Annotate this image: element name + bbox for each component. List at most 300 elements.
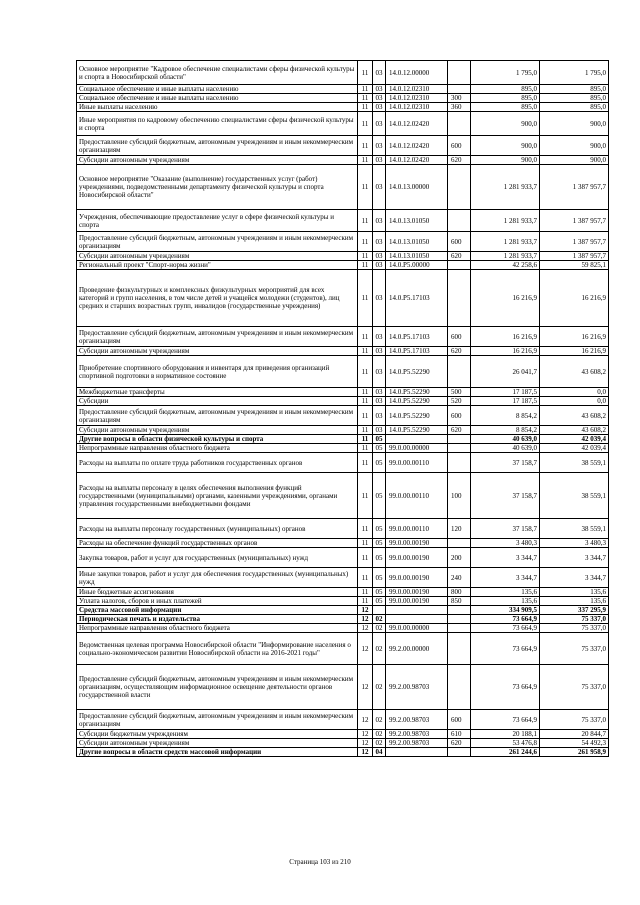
row-target-article: 99.0.00.00190: [386, 568, 448, 588]
row-name: Другие вопросы в области физической культуры и спорта: [77, 435, 358, 444]
row-name: Расходы на выплаты персоналу в целях обеспечения выполнения функций государственными (муниципальными) органами, казенными учреждениями, органами управления государственными внебюджетными фондами: [77, 473, 358, 519]
row-amount-second-year: 1 387 957,7: [540, 165, 609, 210]
row-expense-type: 200: [448, 548, 471, 568]
table-row: [77, 397, 609, 406]
table-row: [77, 232, 609, 252]
row-name: Проведение физкультурных и комплексных физкультурных мероприятий для всех категорий и групп населения, в том числе детей и учащейся молодежи (студентов), лиц средних и старших возрастных групп, инвалидов (государственные учреждения): [77, 270, 358, 327]
page-footer: Страница 103 из 210: [289, 858, 351, 866]
row-amount-first-year: 261 244,6: [471, 748, 540, 757]
row-subsection-code: 03: [373, 388, 386, 397]
row-amount-second-year: 42 039,4: [540, 435, 609, 444]
row-name: Учреждения, обеспечивающие предоставление услуг в сфере физической культуры и спорта: [77, 210, 358, 232]
row-amount-second-year: 1 387 957,7: [540, 210, 609, 232]
row-name: Уплата налогов, сборов и иных платежей: [77, 597, 358, 606]
row-subsection-code: 03: [373, 397, 386, 406]
row-name: Субсидии бюджетным учреждениям: [77, 730, 358, 739]
row-amount-first-year: 3 480,3: [471, 539, 540, 548]
row-amount-first-year: 334 909,5: [471, 606, 540, 615]
table-row: [77, 539, 609, 548]
table-row: [77, 426, 609, 435]
row-subsection-code: 05: [373, 588, 386, 597]
row-expense-type: [448, 665, 471, 710]
row-amount-second-year: 3 480,3: [540, 539, 609, 548]
row-amount-first-year: 900,0: [471, 112, 540, 136]
row-target-article: 99.0.00.00110: [386, 519, 448, 539]
row-amount-first-year: 135,6: [471, 588, 540, 597]
row-amount-second-year: 43 608,2: [540, 406, 609, 426]
row-target-article: 14.0.12.02420: [386, 156, 448, 165]
row-amount-first-year: 1 281 933,7: [471, 232, 540, 252]
row-subsection-code: 02: [373, 633, 386, 665]
row-section-code: 11: [358, 597, 373, 606]
row-subsection-code: 05: [373, 568, 386, 588]
row-subsection-code: 03: [373, 85, 386, 94]
row-expense-type: 360: [448, 103, 471, 112]
table-row: [77, 388, 609, 397]
row-target-article: 99.0.00.00110: [386, 453, 448, 473]
row-name: Предоставление субсидий бюджетным, автономным учреждениям и иным некоммерческим организациям: [77, 232, 358, 252]
row-amount-first-year: 42 258,6: [471, 261, 540, 270]
row-target-article: 14.0.P5.17103: [386, 347, 448, 356]
row-name: Социальное обеспечение и иные выплаты населению: [77, 85, 358, 94]
row-target-article: 14.0.P5.17103: [386, 327, 448, 347]
table-row: [77, 406, 609, 426]
row-section-code: 11: [358, 210, 373, 232]
row-section-code: 11: [358, 453, 373, 473]
row-section-code: 11: [358, 397, 373, 406]
row-subsection-code: 02: [373, 665, 386, 710]
row-amount-first-year: 895,0: [471, 85, 540, 94]
table-row: [77, 252, 609, 261]
row-subsection-code: 02: [373, 710, 386, 730]
row-expense-type: [448, 606, 471, 615]
row-section-code: 12: [358, 710, 373, 730]
row-target-article: 99.0.00.00190: [386, 539, 448, 548]
row-amount-first-year: 895,0: [471, 103, 540, 112]
row-target-article: 14.0.13.01050: [386, 252, 448, 261]
row-name: Непрограммные направления областного бюджета: [77, 624, 358, 633]
row-expense-type: 600: [448, 406, 471, 426]
row-amount-second-year: 75 337,0: [540, 615, 609, 624]
row-amount-second-year: 43 608,2: [540, 356, 609, 388]
row-amount-second-year: 43 608,2: [540, 426, 609, 435]
row-name: Расходы на выплаты персоналу государственных (муниципальных) органов: [77, 519, 358, 539]
row-subsection-code: 05: [373, 435, 386, 444]
table-row: [77, 548, 609, 568]
row-amount-first-year: 17 187,5: [471, 397, 540, 406]
table-row: [77, 112, 609, 136]
row-target-article: 99.2.00.98703: [386, 730, 448, 739]
row-target-article: 14.0.P5.52290: [386, 426, 448, 435]
row-subsection-code: 05: [373, 539, 386, 548]
table-row: [77, 568, 609, 588]
row-expense-type: 620: [448, 156, 471, 165]
row-amount-second-year: 900,0: [540, 136, 609, 156]
row-target-article: 99.2.00.00000: [386, 633, 448, 665]
row-amount-second-year: 135,6: [540, 597, 609, 606]
row-expense-type: 240: [448, 568, 471, 588]
table-row: [77, 261, 609, 270]
row-expense-type: 620: [448, 252, 471, 261]
row-amount-second-year: 16 216,9: [540, 347, 609, 356]
row-target-article: [386, 435, 448, 444]
row-amount-second-year: 0,0: [540, 388, 609, 397]
row-subsection-code: 03: [373, 232, 386, 252]
row-amount-second-year: 337 295,9: [540, 606, 609, 615]
row-section-code: 11: [358, 252, 373, 261]
row-subsection-code: 03: [373, 210, 386, 232]
row-target-article: 14.0.12.02310: [386, 94, 448, 103]
row-section-code: 11: [358, 426, 373, 435]
row-expense-type: 600: [448, 710, 471, 730]
table-row: [77, 633, 609, 665]
row-expense-type: 800: [448, 588, 471, 597]
row-section-code: 12: [358, 624, 373, 633]
table-row: [77, 85, 609, 94]
row-amount-first-year: 53 476,8: [471, 739, 540, 748]
row-amount-first-year: 3 344,7: [471, 548, 540, 568]
row-amount-first-year: 37 158,7: [471, 453, 540, 473]
table-row: [77, 665, 609, 710]
row-section-code: 12: [358, 739, 373, 748]
row-amount-first-year: 37 158,7: [471, 519, 540, 539]
row-subsection-code: 03: [373, 94, 386, 103]
row-amount-first-year: 1 281 933,7: [471, 252, 540, 261]
row-subsection-code: 03: [373, 356, 386, 388]
table-row: [77, 588, 609, 597]
row-expense-type: 600: [448, 136, 471, 156]
row-name: Предоставление субсидий бюджетным, автономным учреждениям и иным некоммерческим организациям: [77, 406, 358, 426]
row-expense-type: [448, 624, 471, 633]
row-amount-second-year: 75 337,0: [540, 633, 609, 665]
row-amount-second-year: 135,6: [540, 588, 609, 597]
row-amount-second-year: 38 559,1: [540, 453, 609, 473]
row-expense-type: [448, 165, 471, 210]
row-subsection-code: 03: [373, 112, 386, 136]
row-section-code: 12: [358, 730, 373, 739]
row-amount-first-year: 73 664,9: [471, 615, 540, 624]
row-amount-first-year: 73 664,9: [471, 710, 540, 730]
row-section-code: 11: [358, 568, 373, 588]
row-subsection-code: 03: [373, 327, 386, 347]
row-subsection-code: 03: [373, 261, 386, 270]
row-amount-second-year: 16 216,9: [540, 270, 609, 327]
row-name: Предоставление субсидий бюджетным, автономным учреждениям и иным некоммерческим организациям: [77, 136, 358, 156]
table-row: [77, 444, 609, 453]
row-name: Субсидии: [77, 397, 358, 406]
row-section-code: 11: [358, 548, 373, 568]
row-amount-first-year: 8 854,2: [471, 426, 540, 435]
row-subsection-code: 03: [373, 165, 386, 210]
row-target-article: 14.0.12.02310: [386, 103, 448, 112]
row-expense-type: 520: [448, 397, 471, 406]
row-subsection-code: [373, 606, 386, 615]
row-amount-second-year: 1 387 957,7: [540, 252, 609, 261]
table-row: [77, 519, 609, 539]
row-amount-first-year: 3 344,7: [471, 568, 540, 588]
row-subsection-code: 02: [373, 615, 386, 624]
table-row: [77, 347, 609, 356]
row-amount-first-year: 26 041,7: [471, 356, 540, 388]
row-target-article: 14.0.12.02420: [386, 136, 448, 156]
row-target-article: 14.0.P5.52290: [386, 397, 448, 406]
table-row: [77, 606, 609, 615]
table-row: [77, 165, 609, 210]
row-expense-type: 120: [448, 519, 471, 539]
row-section-code: 11: [358, 347, 373, 356]
row-name: Другие вопросы в области средств массовой информации: [77, 748, 358, 757]
table-row: [77, 136, 609, 156]
row-name: Иные бюджетные ассигнования: [77, 588, 358, 597]
row-target-article: 14.0.P5.52290: [386, 388, 448, 397]
row-expense-type: [448, 210, 471, 232]
row-name: Субсидии автономным учреждениям: [77, 739, 358, 748]
budget-table-body: [77, 61, 609, 757]
row-amount-second-year: 75 337,0: [540, 624, 609, 633]
row-target-article: 99.2.00.98703: [386, 739, 448, 748]
row-expense-type: [448, 435, 471, 444]
row-name: Региональный проект "Спорт-норма жизни": [77, 261, 358, 270]
row-target-article: 14.0.P5.52290: [386, 406, 448, 426]
table-row: [77, 210, 609, 232]
table-row: [77, 739, 609, 748]
row-subsection-code: 02: [373, 730, 386, 739]
row-amount-first-year: 900,0: [471, 156, 540, 165]
row-amount-second-year: 895,0: [540, 85, 609, 94]
row-amount-second-year: 54 492,3: [540, 739, 609, 748]
row-subsection-code: 05: [373, 519, 386, 539]
row-amount-second-year: 75 337,0: [540, 665, 609, 710]
row-target-article: [386, 615, 448, 624]
row-subsection-code: 05: [373, 473, 386, 519]
row-amount-first-year: 900,0: [471, 136, 540, 156]
row-name: Субсидии автономным учреждениям: [77, 252, 358, 261]
table-row: [77, 710, 609, 730]
row-expense-type: 300: [448, 94, 471, 103]
row-target-article: 99.0.00.00190: [386, 597, 448, 606]
row-subsection-code: 03: [373, 252, 386, 261]
row-name: Непрограммные направления областного бюджета: [77, 444, 358, 453]
row-target-article: 99.2.00.98703: [386, 665, 448, 710]
table-row: [77, 748, 609, 757]
row-target-article: 14.0.12.00000: [386, 61, 448, 85]
row-subsection-code: 03: [373, 156, 386, 165]
row-amount-first-year: 73 664,9: [471, 633, 540, 665]
row-target-article: 99.0.00.00190: [386, 548, 448, 568]
row-amount-second-year: 895,0: [540, 94, 609, 103]
row-expense-type: 600: [448, 327, 471, 347]
row-amount-first-year: 37 158,7: [471, 473, 540, 519]
budget-table: [76, 60, 609, 757]
row-amount-second-year: 0,0: [540, 397, 609, 406]
row-amount-second-year: 900,0: [540, 156, 609, 165]
row-section-code: 11: [358, 435, 373, 444]
table-row: [77, 730, 609, 739]
row-expense-type: [448, 615, 471, 624]
row-target-article: 14.0.12.02310: [386, 85, 448, 94]
row-section-code: 11: [358, 406, 373, 426]
row-target-article: 14.0.13.00000: [386, 165, 448, 210]
row-amount-second-year: 261 958,9: [540, 748, 609, 757]
table-row: [77, 597, 609, 606]
row-amount-first-year: 17 187,5: [471, 388, 540, 397]
row-expense-type: [448, 633, 471, 665]
row-amount-first-year: 8 854,2: [471, 406, 540, 426]
row-target-article: 14.0.13.01050: [386, 210, 448, 232]
row-name: Основное мероприятие "Оказание (выполнение) государственных услуг (работ) учреждениями, подведомственными департаменту физической культуры и спорта Новосибирской области": [77, 165, 358, 210]
row-name: Иные мероприятия по кадровому обеспечению специалистами сферы физической культуры и спорта: [77, 112, 358, 136]
row-amount-second-year: 1 795,0: [540, 61, 609, 85]
row-subsection-code: 03: [373, 103, 386, 112]
row-expense-type: [448, 444, 471, 453]
table-row: [77, 94, 609, 103]
row-target-article: 99.2.00.98703: [386, 710, 448, 730]
row-expense-type: [448, 748, 471, 757]
table-row: [77, 61, 609, 85]
row-amount-first-year: 16 216,9: [471, 347, 540, 356]
row-amount-second-year: 42 039,4: [540, 444, 609, 453]
table-row: [77, 156, 609, 165]
row-name: Закупка товаров, работ и услуг для государственных (муниципальных) нужд: [77, 548, 358, 568]
row-section-code: 12: [358, 606, 373, 615]
row-section-code: 11: [358, 356, 373, 388]
table-row: [77, 435, 609, 444]
row-amount-first-year: 40 639,0: [471, 444, 540, 453]
row-amount-first-year: 73 664,9: [471, 665, 540, 710]
row-target-article: 99.0.00.00110: [386, 473, 448, 519]
row-subsection-code: 03: [373, 61, 386, 85]
row-amount-first-year: 895,0: [471, 94, 540, 103]
row-expense-type: [448, 356, 471, 388]
row-amount-second-year: 3 344,7: [540, 568, 609, 588]
row-section-code: 12: [358, 615, 373, 624]
row-subsection-code: 03: [373, 426, 386, 435]
row-subsection-code: 02: [373, 739, 386, 748]
table-row: [77, 327, 609, 347]
row-target-article: 14.0.P5.17103: [386, 270, 448, 327]
row-amount-second-year: 895,0: [540, 103, 609, 112]
row-name: Межбюджетные трансферты: [77, 388, 358, 397]
row-amount-first-year: 20 188,1: [471, 730, 540, 739]
row-expense-type: 620: [448, 347, 471, 356]
table-row: [77, 356, 609, 388]
row-section-code: 11: [358, 165, 373, 210]
row-section-code: 11: [358, 444, 373, 453]
row-name: Иные выплаты населению: [77, 103, 358, 112]
row-target-article: 14.0.13.01050: [386, 232, 448, 252]
row-expense-type: [448, 453, 471, 473]
row-section-code: 11: [358, 539, 373, 548]
row-subsection-code: 05: [373, 597, 386, 606]
row-amount-second-year: 1 387 957,7: [540, 232, 609, 252]
row-amount-first-year: 1 281 933,7: [471, 210, 540, 232]
table-row: [77, 270, 609, 327]
row-amount-second-year: 59 825,1: [540, 261, 609, 270]
row-subsection-code: 05: [373, 444, 386, 453]
row-target-article: 99.0.00.00000: [386, 444, 448, 453]
row-section-code: 11: [358, 388, 373, 397]
row-expense-type: [448, 261, 471, 270]
row-target-article: [386, 748, 448, 757]
row-expense-type: 610: [448, 730, 471, 739]
row-section-code: 11: [358, 94, 373, 103]
row-subsection-code: 03: [373, 347, 386, 356]
row-section-code: 11: [358, 232, 373, 252]
table-row: [77, 624, 609, 633]
row-expense-type: 620: [448, 739, 471, 748]
row-amount-first-year: 1 281 933,7: [471, 165, 540, 210]
row-name: Средства массовой информации: [77, 606, 358, 615]
row-amount-second-year: 16 216,9: [540, 327, 609, 347]
row-amount-second-year: 3 344,7: [540, 548, 609, 568]
row-amount-second-year: 20 844,7: [540, 730, 609, 739]
row-section-code: 11: [358, 136, 373, 156]
row-name: Предоставление субсидий бюджетным, автономным учреждениям и иным некоммерческим организациям: [77, 327, 358, 347]
row-amount-first-year: 16 216,9: [471, 270, 540, 327]
row-section-code: 11: [358, 156, 373, 165]
row-amount-second-year: 900,0: [540, 112, 609, 136]
row-expense-type: [448, 61, 471, 85]
row-expense-type: 600: [448, 232, 471, 252]
row-name: Расходы на обеспечение функций государственных органов: [77, 539, 358, 548]
row-name: Субсидии автономным учреждениям: [77, 347, 358, 356]
row-amount-first-year: 1 795,0: [471, 61, 540, 85]
row-target-article: 14.0.P5.52290: [386, 356, 448, 388]
row-expense-type: [448, 270, 471, 327]
row-name: Приобретение спортивного оборудования и инвентаря для приведения организаций спортивной подготовки в нормативное состояние: [77, 356, 358, 388]
row-section-code: 12: [358, 748, 373, 757]
row-subsection-code: 05: [373, 548, 386, 568]
table-row: [77, 473, 609, 519]
row-amount-second-year: 38 559,1: [540, 519, 609, 539]
row-amount-first-year: 16 216,9: [471, 327, 540, 347]
row-target-article: 99.0.00.00000: [386, 624, 448, 633]
row-name: Иные закупки товаров, работ и услуг для обеспечения государственных (муниципальных) нужд: [77, 568, 358, 588]
row-subsection-code: 03: [373, 136, 386, 156]
row-expense-type: [448, 539, 471, 548]
row-subsection-code: 05: [373, 453, 386, 473]
row-expense-type: [448, 112, 471, 136]
row-amount-second-year: 75 337,0: [540, 710, 609, 730]
row-section-code: 12: [358, 633, 373, 665]
row-amount-first-year: 135,6: [471, 597, 540, 606]
row-expense-type: 850: [448, 597, 471, 606]
row-amount-second-year: 38 559,1: [540, 473, 609, 519]
row-target-article: 14.0.P5.00000: [386, 261, 448, 270]
row-section-code: 11: [358, 261, 373, 270]
table-row: [77, 453, 609, 473]
row-section-code: 11: [358, 588, 373, 597]
row-amount-first-year: 40 639,0: [471, 435, 540, 444]
row-subsection-code: 04: [373, 748, 386, 757]
row-section-code: 11: [358, 85, 373, 94]
row-name: Ведомственная целевая программа Новосибирской области "Информирование населения о социально-экономическом развитии Новосибирской области на 2016-2021 годы": [77, 633, 358, 665]
row-name: Предоставление субсидий бюджетным, автономным учреждениям и иным некоммерческим организациям, осуществляющим информационное освещение деятельности органов государственной власти: [77, 665, 358, 710]
row-name: Социальное обеспечение и иные выплаты населению: [77, 94, 358, 103]
row-expense-type: 620: [448, 426, 471, 435]
row-expense-type: 500: [448, 388, 471, 397]
row-name: Субсидии автономным учреждениям: [77, 156, 358, 165]
row-target-article: [386, 606, 448, 615]
row-name: Расходы на выплаты по оплате труда работников государственных органов: [77, 453, 358, 473]
row-subsection-code: 02: [373, 624, 386, 633]
row-expense-type: [448, 85, 471, 94]
row-amount-first-year: 73 664,9: [471, 624, 540, 633]
row-section-code: 11: [358, 473, 373, 519]
table-row: [77, 615, 609, 624]
row-name: Основное мероприятие "Кадровое обеспечение специалистами сферы физической культуры и спорта в Новосибирской области": [77, 61, 358, 85]
row-name: Предоставление субсидий бюджетным, автономным учреждениям и иным некоммерческим организациям: [77, 710, 358, 730]
